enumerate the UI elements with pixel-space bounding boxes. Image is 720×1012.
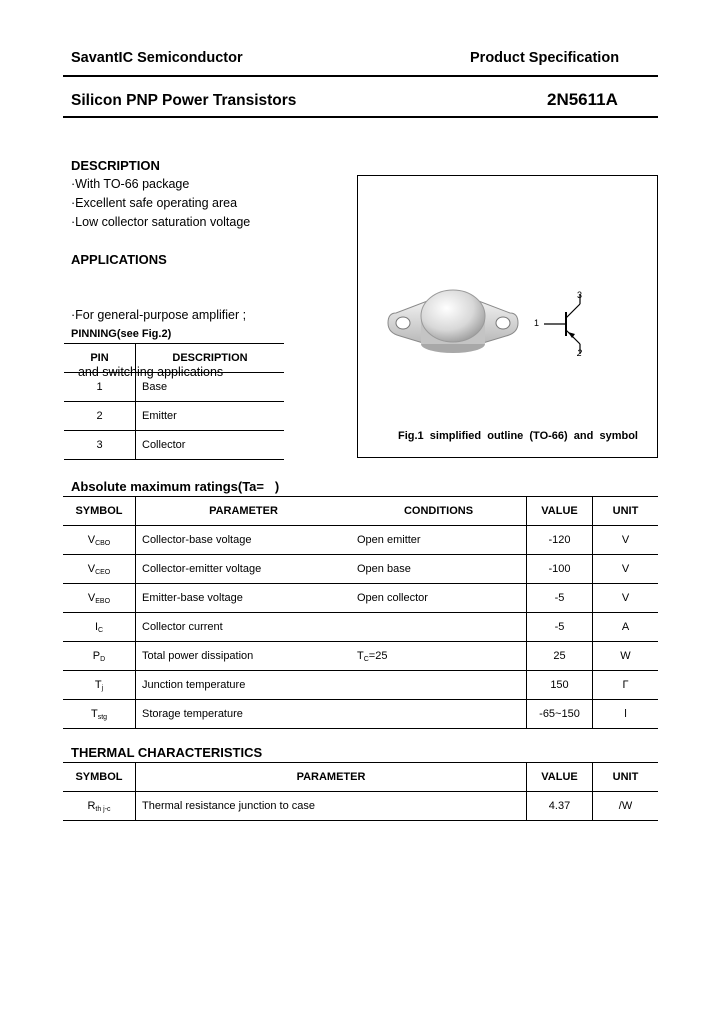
table-header-row: [63, 497, 658, 526]
abs-max-table: [63, 496, 658, 729]
col-parameter: PARAMETER: [136, 763, 527, 792]
figure-box: [357, 175, 658, 458]
table-row: [63, 526, 658, 555]
symbol-cell: $V_{CEO}$: [63, 555, 136, 584]
table-header-row: [63, 763, 658, 792]
symbol-cell: $V_{CBO}$: [63, 526, 136, 555]
col-unit: UNIT: [593, 497, 659, 526]
table-row: [64, 431, 284, 460]
conditions-cell: [351, 671, 527, 700]
description-list: [71, 175, 250, 232]
thermal-table: [63, 762, 658, 821]
parameter-cell: Total power dissipation: [136, 642, 352, 671]
applications-item: and switching applications: [71, 365, 224, 379]
symbol-label-emitter: 2: [577, 348, 583, 358]
table-row: [63, 671, 658, 700]
applications-heading: APPLICATIONS: [71, 252, 167, 267]
conditions-cell: Open emitter: [351, 526, 527, 555]
unit-cell: A: [593, 613, 659, 642]
col-description: DESCRIPTION: [136, 344, 285, 373]
value-cell: -65~150: [527, 700, 593, 729]
header-rule-bottom: [63, 116, 658, 118]
col-symbol: SYMBOL: [63, 497, 136, 526]
parameter-cell: Collector-emitter voltage: [136, 555, 352, 584]
symbol-label-base: 1: [534, 318, 540, 328]
table-row: [63, 700, 658, 729]
thermal-heading: THERMAL CHARACTERISTICS: [71, 745, 263, 760]
table-row: [64, 373, 284, 402]
pinning-heading: PINNING(see Fig.2): [71, 328, 172, 340]
parameter-cell: Storage temperature: [136, 700, 352, 729]
part-number: 2N5611A: [547, 90, 618, 109]
symbol-cell: $I_C$: [63, 613, 136, 642]
abs-max-heading: Absolute maximum ratings(Ta= ): [71, 479, 280, 494]
pin-number: 3: [64, 431, 136, 460]
value-cell: -100: [527, 555, 593, 584]
value-cell: -120: [527, 526, 593, 555]
unit-cell: W: [593, 642, 659, 671]
description-item: ·Excellent safe operating area: [71, 196, 238, 210]
symbol-cell: $P_D$: [63, 642, 136, 671]
unit-cell: /W: [593, 792, 659, 821]
value-cell: 150: [527, 671, 593, 700]
value-cell: 4.37: [527, 792, 593, 821]
pin-number: 1: [64, 373, 136, 402]
document-type: Product Specification: [470, 50, 620, 66]
col-unit: UNIT: [593, 763, 659, 792]
unit-cell: V: [593, 526, 659, 555]
parameter-cell: Collector current: [136, 613, 352, 642]
symbol-label-collector: 3: [577, 290, 583, 300]
pnp-transistor-symbol: [528, 286, 648, 386]
col-symbol: SYMBOL: [63, 763, 136, 792]
conditions-cell: [351, 700, 527, 729]
conditions-cell: $T_C=25$: [351, 642, 527, 671]
unit-cell: V: [593, 555, 659, 584]
col-parameter: PARAMETER: [136, 497, 352, 526]
symbol-cell: $T_{stg}$: [63, 700, 136, 729]
figure-caption: Fig.1 simplified outline (TO-66) and symbol: [398, 430, 638, 442]
parameter-cell: Collector-base voltage: [136, 526, 352, 555]
col-value: VALUE: [527, 497, 593, 526]
applications-item: ·For general-purpose amplifier ;: [71, 308, 247, 322]
pin-number: 2: [64, 402, 136, 431]
table-row: [63, 792, 658, 821]
value-cell: 25: [527, 642, 593, 671]
company-name: SavantIC Semiconductor: [71, 50, 243, 66]
description-item: ·With TO-66 package: [71, 177, 190, 191]
col-pin: PIN: [64, 344, 136, 373]
pin-description: Collector: [136, 431, 285, 460]
table-row: [64, 402, 284, 431]
product-line: Silicon PNP Power Transistors: [71, 92, 297, 109]
table-row: [63, 642, 658, 671]
table-row: [63, 555, 658, 584]
table-row: [63, 584, 658, 613]
parameter-cell: Emitter-base voltage: [136, 584, 352, 613]
unit-cell: V: [593, 584, 659, 613]
unit-cell: ǀ: [593, 700, 659, 729]
pinning-table: [64, 343, 284, 460]
parameter-cell: Thermal resistance junction to case: [136, 792, 527, 821]
symbol-cell: $V_{EBO}$: [63, 584, 136, 613]
unit-cell: Γ: [593, 671, 659, 700]
pin-description: Emitter: [136, 402, 285, 431]
symbol-cell: $R_{th j-c}$: [63, 792, 136, 821]
conditions-cell: [351, 613, 527, 642]
description-item: ·Low collector saturation voltage: [71, 215, 251, 229]
value-cell: -5: [527, 584, 593, 613]
col-conditions: CONDITIONS: [351, 497, 527, 526]
value-cell: -5: [527, 613, 593, 642]
table-header-row: [64, 344, 284, 373]
description-heading: DESCRIPTION: [71, 158, 160, 173]
table-row: [63, 613, 658, 642]
conditions-cell: Open base: [351, 555, 527, 584]
pin-description: Base: [136, 373, 285, 402]
parameter-cell: Junction temperature: [136, 671, 352, 700]
col-value: VALUE: [527, 763, 593, 792]
header-rule-top: [63, 75, 658, 77]
symbol-cell: $T_j$: [63, 671, 136, 700]
conditions-cell: Open collector: [351, 584, 527, 613]
